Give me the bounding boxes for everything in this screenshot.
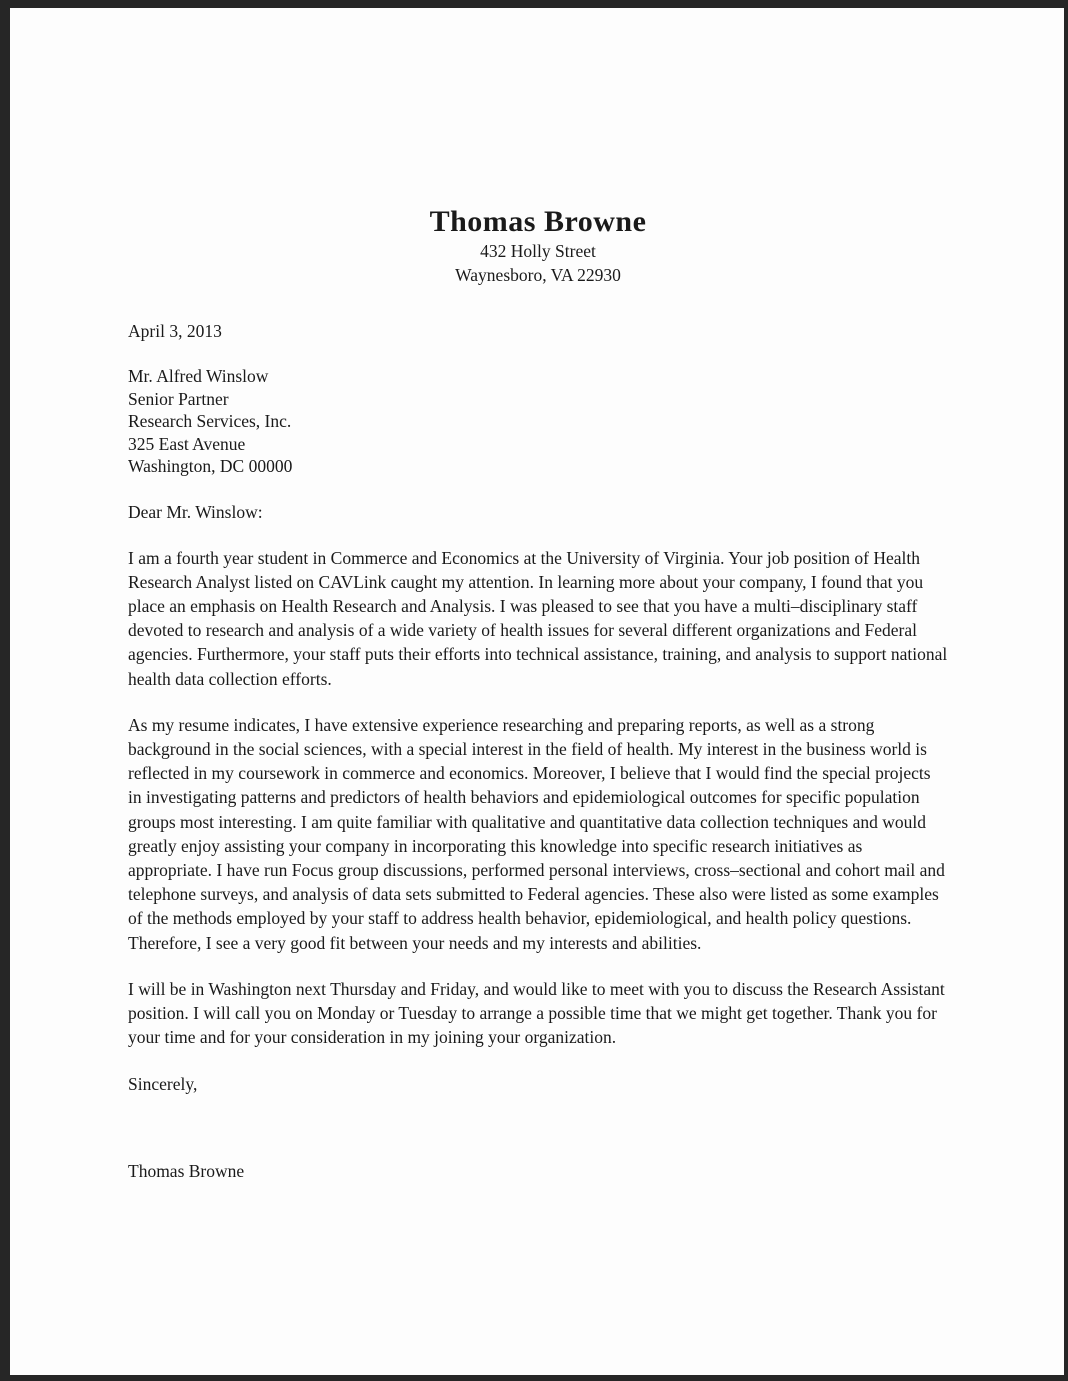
body-paragraph-3: I will be in Washington next Thursday and Friday, and would like to meet with you to discuss the Research Assistant position. I will call you on Monday or Tuesday to arrange a possible time that we might get together. Thank you for your time and for your consideration in my joining your organization. bbox=[128, 978, 945, 1048]
sender-name: Thomas Browne bbox=[429, 205, 647, 238]
recipient-address-city: Washington, DC 00000 bbox=[128, 456, 293, 476]
sender-address-street: 432 Holly Street bbox=[480, 241, 596, 261]
letter-date: April 3, 2013 bbox=[128, 321, 222, 341]
letter-page bbox=[10, 8, 1064, 1375]
body-paragraph-1: I am a fourth year student in Commerce and Economics at the University of Virginia. Your job position of Health Research Analyst listed on CAVLink caught my attention. In learning more about your company, I found that you place an emphasis on Health Research and Analysis. I was pleased to see that you have a multi–disciplinary staff devoted to research and analysis of a wide variety of health issues for several different organizations and Federal agencies. Furthermore, your staff puts their efforts into technical assistance, training, and analysis to support national health data collection efforts. bbox=[128, 547, 948, 689]
letter-content bbox=[10, 8, 1064, 1183]
body-paragraph-2: As my resume indicates, I have extensive experience researching and preparing reports, as well as a strong background in the social sciences, with a special interest in the field of health. My interest in the business world is reflected in my coursework in commerce and economics. Moreover, I believe that I would find the special projects in investigating patterns and predictors of health behaviors and epidemiological outcomes for specific population groups most interesting. I am quite familiar with qualitative and quantitative data collection techniques and would greatly enjoy assisting your company in incorporating this knowledge into specific research initiatives as appropriate. I have run Focus group discussions, performed personal interviews, cross–sectional and cohort mail and telephone surveys, and analysis of data sets submitted to Federal agencies. These also were listed as some examples of the methods employed by your staff to address health behavior, epidemiological, and health policy questions. Therefore, I see a very good fit between your needs and my interests and abilities. bbox=[128, 714, 945, 953]
recipient-name: Mr. Alfred Winslow bbox=[128, 366, 269, 386]
signature-name: Thomas Browne bbox=[128, 1161, 245, 1182]
letter-header bbox=[128, 205, 948, 287]
recipient-company: Research Services, Inc. bbox=[128, 411, 292, 431]
sender-address-city: Waynesboro, VA 22930 bbox=[455, 265, 621, 285]
recipient-address-street: 325 East Avenue bbox=[128, 433, 246, 454]
recipient-block bbox=[128, 365, 948, 478]
closing-salutation: Sincerely, bbox=[128, 1074, 198, 1095]
recipient-title: Senior Partner bbox=[128, 388, 229, 409]
salutation: Dear Mr. Winslow: bbox=[128, 501, 263, 522]
